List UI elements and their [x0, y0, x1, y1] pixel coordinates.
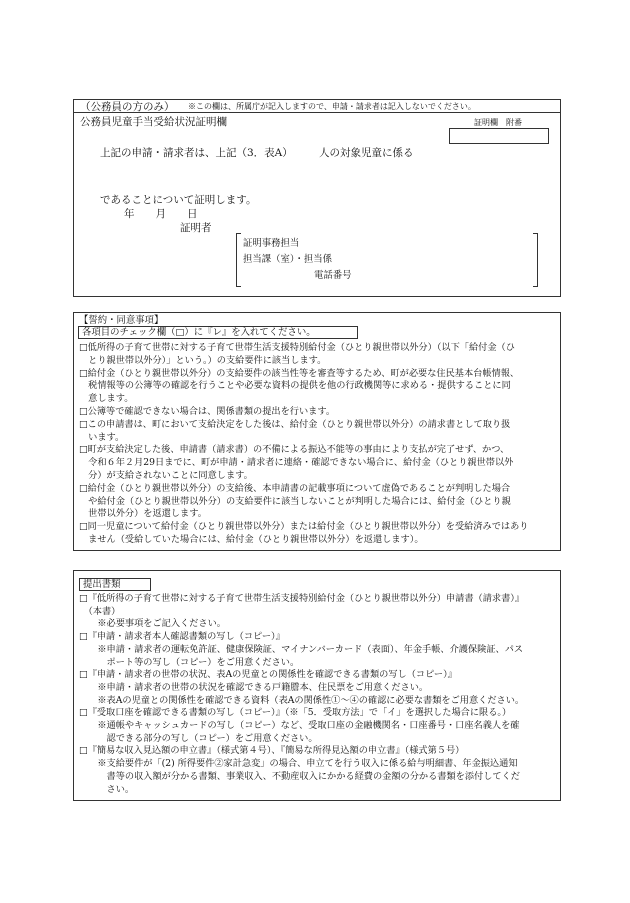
cert-statement-line1: 上記の申請・請求者は、上記（3．表A） 人の対象児童に係る	[100, 147, 414, 159]
document-line[interactable]: □『申請・請求者本人確認書類の写し（コピー）』	[79, 631, 285, 643]
document-line[interactable]: □『受取口座を確認できる書類の写し（コピー）』（※「5．受取方法」で「イ」を選択した場合に限る。）	[79, 707, 512, 719]
document-line[interactable]: □『簡易な収入見込額の申立書』（様式第４号）、『簡易な所得見込額の申立書』（様式第５号）	[79, 745, 465, 757]
oath-line: ません（受給していた場合には、給付金（ひとり親世帯以外分）を返還します）。	[79, 534, 424, 545]
cert-title: 公務員児童手当受給状況証明欄	[80, 116, 227, 128]
cert-certifier-label: 証明者	[180, 222, 212, 234]
oath-line: 世帯以外分）を返還します。	[79, 508, 207, 520]
documents-title: 提出書類	[83, 579, 121, 590]
cert-contact-phone: 電話番号	[314, 270, 352, 281]
cert-contact-person: 証明事務担当	[243, 238, 300, 249]
oath-line[interactable]: □公簿等で確認できない場合は、関係書類の提出を行います。	[79, 406, 336, 417]
cert-number-field[interactable]	[449, 128, 549, 144]
document-line: ※申請・請求者の世帯の状況を確認できる戸籍謄本、住民票をご用意ください。	[79, 681, 429, 693]
oath-line[interactable]: □低所得の子育て世帯に対する子育て世帯生活支援特別給付金（ひとり親世帯以外分）（以下「給付金（ひ	[79, 342, 515, 353]
cert-date: 年 月 日	[124, 208, 198, 220]
document-line: 認できる部分の写し（コピー）をご用意ください。	[79, 732, 318, 744]
document-line: ※表Aの児童との関係性を確認できる資料（表Aの関係性①～④の確認に必要な書類をご用意ください。	[79, 694, 525, 706]
cert-header-divider	[73, 112, 561, 113]
cert-contact-department: 担当課（室）・担当係	[243, 254, 333, 265]
document-line: 書等の収入額が分かる書類、事業収入、不動産収入にかかる経費の金額の分かる書類を添付してくだ	[79, 770, 520, 782]
cert-header-main: （公務員の方のみ）	[80, 101, 175, 113]
oath-title: 【誓約・同意事項】	[79, 315, 164, 326]
document-line: ※支給要件が「(2) 所得要件②家計急変」の場合、申立てを行う収入に係る給与明細書、年金振込通知	[79, 758, 518, 770]
document-line: ※通帳やキャッシュカードの写し（コピー）など、受取口座の金融機関名・口座番号・口座名義人を確	[79, 720, 520, 731]
oath-line[interactable]: □同一児童について給付金（ひとり親世帯以外分）または給付金（ひとり親世帯以外分）を受給済みではあり	[79, 521, 529, 533]
contact-bracket-right	[533, 233, 538, 287]
oath-instruction: 各項目のチェック欄（□）に『レ』を入れてください。	[82, 327, 316, 338]
cert-number-label: 証明欄 附番	[474, 118, 522, 127]
contact-bracket-left	[236, 233, 241, 287]
cert-header-note: ※この欄は、所属庁が記入しますので、申請・請求者は記入しないでください。	[188, 102, 476, 111]
document-line: さい。	[79, 783, 135, 795]
oath-line[interactable]: □給付金（ひとり親世帯以外分）の支給要件の該当性等を審査等するため、町が必要な住民基本台帳情報、	[79, 367, 520, 379]
oath-line: とり親世帯以外分）」という。）の支給要件に該当します。	[79, 354, 327, 366]
document-line: （本書）	[79, 605, 121, 617]
cert-statement-line2: であることについて証明します。	[100, 194, 257, 206]
document-line: ※必要事項をご記入ください。	[79, 618, 226, 630]
oath-line: 令和６年２月29日までに、町が申請・請求者に連絡・確認できない場合に、給付金（ひとり親世帯以外	[79, 457, 514, 469]
oath-line: 意します。	[79, 393, 134, 405]
document-line[interactable]: □『低所得の子育て世帯に対する子育て世帯生活支援特別給付金（ひとり親世帯以外分）申請書（請求書）』	[79, 593, 525, 604]
document-line[interactable]: □『申請・請求者の世帯の状況、表Aの児童との関係性を確認できる書類の写し（コピー）』	[79, 669, 457, 681]
oath-line: や給付金（ひとり親世帯以外分）の支給要件に該当しないことが判明した場合には、給付金（ひとり親	[79, 495, 511, 507]
oath-line[interactable]: □町が支給決定した後、申請書（請求書）の不備による振込不能等の事由により支払が完了せず、かつ、	[79, 444, 510, 456]
oath-line: います。	[79, 431, 125, 443]
oath-line: 分）が支給されないことに同意します。	[79, 470, 253, 481]
document-line: ※申請・請求者の運転免許証、健康保険証、マイナンバーカード（表面）、年金手帳、介護保険証、パス	[79, 643, 524, 655]
oath-line[interactable]: □給付金（ひとり親世帯以外分）の支給後、本申請書の記載事項について虚偽であることが判明した場合	[79, 482, 511, 494]
oath-line[interactable]: □この申請書は、町において支給決定をした後は、給付金（ひとり親世帯以外分）の請求書として取り扱	[79, 418, 511, 430]
oath-line: 税情報等の公簿等の確認を行うことや必要な資料の提供を他の行政機関等に求める・提供することに同	[79, 380, 511, 392]
document-line: ポート等の写し（コピー）をご用意ください。	[79, 656, 300, 668]
